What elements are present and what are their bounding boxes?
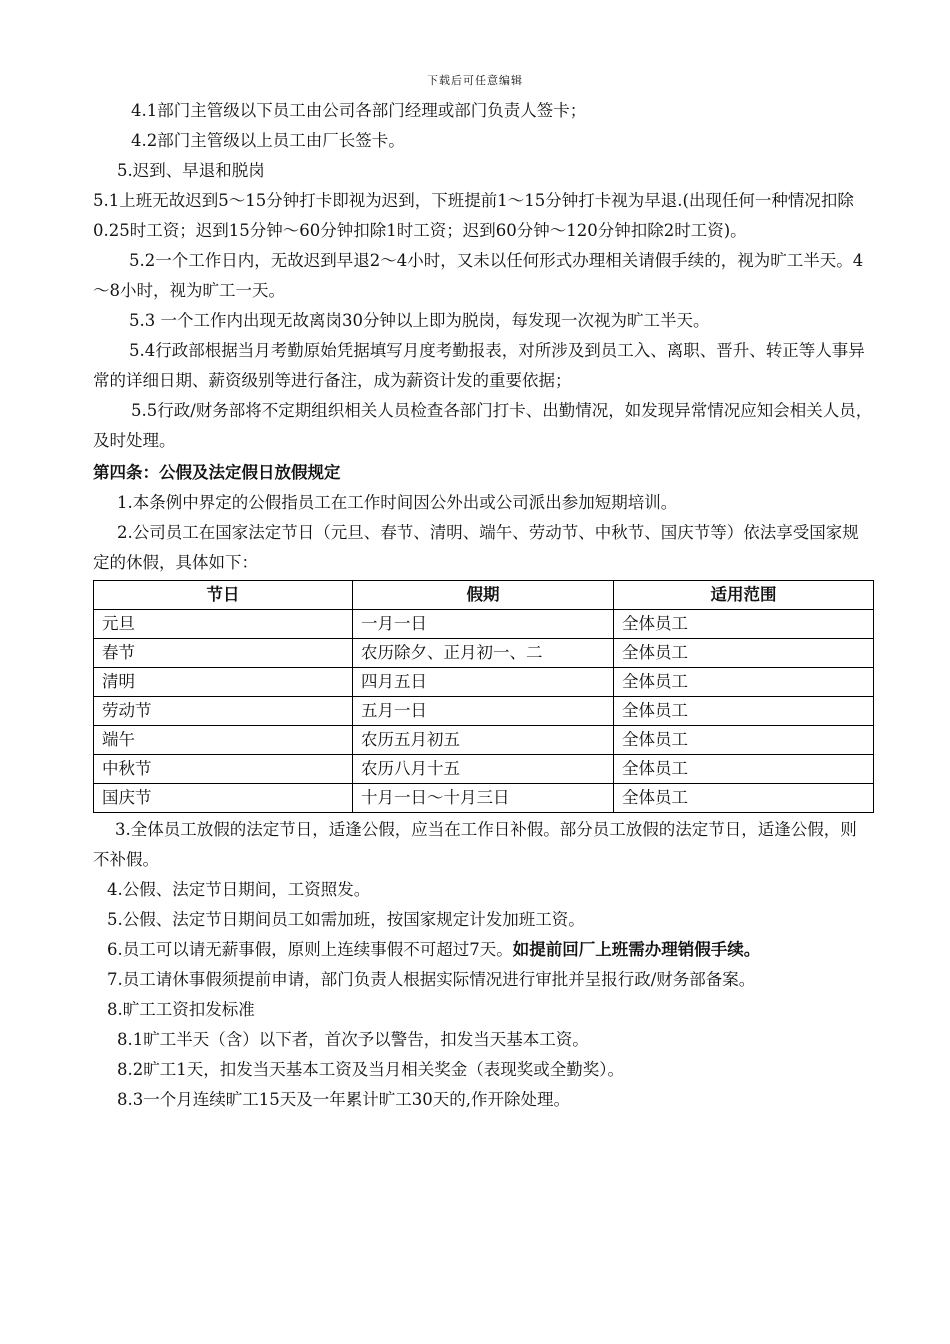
paragraph-6-text: 6.员工可以请无薪事假，原则上连续事假不可超过7天。 — [107, 940, 513, 959]
paragraph-8: 8.旷工工资扣发标准 — [107, 1000, 255, 1019]
table-cell: 全体员工 — [614, 610, 874, 639]
table-cell: 农历除夕、正月初一、二 — [353, 639, 614, 668]
paragraph-5-4: 5.4行政部根据当月考勤原始凭据填写月度考勤报表，对所涉及到员工入、离职、晋升、转正等人事异常的详细日期、薪资级别等进行备注，成为薪资计发的重要依据； — [93, 341, 865, 390]
page-header: 下载后可任意编辑 — [427, 74, 523, 87]
table-cell: 清明 — [94, 668, 353, 697]
table-cell: 四月五日 — [353, 668, 614, 697]
table-row — [94, 610, 874, 639]
column-header-period: 假期 — [353, 581, 614, 610]
table-cell: 国庆节 — [94, 784, 353, 813]
paragraph-8-3: 8.3一个月连续旷工15天及一年累计旷工30天的,作开除处理。 — [117, 1090, 570, 1109]
table-cell: 一月一日 — [353, 610, 614, 639]
document-body — [93, 96, 873, 1115]
table-row — [94, 784, 874, 813]
table-cell: 全体员工 — [614, 668, 874, 697]
table-cell: 全体员工 — [614, 784, 874, 813]
table-header-row — [94, 581, 874, 610]
paragraph-1: 1.本条例中界定的公假指员工在工作时间因公外出或公司派出参加短期培训。 — [117, 493, 678, 512]
table-cell: 劳动节 — [94, 697, 353, 726]
paragraph-6 — [93, 935, 873, 965]
paragraph-5-5: 5.5行政/财务部将不定期组织相关人员检查各部门打卡、出勤情况，如发现异常情况应知会相关人员，及时处理。 — [93, 401, 873, 450]
table-cell: 十月一日～十月三日 — [353, 784, 614, 813]
table-cell: 全体员工 — [614, 755, 874, 784]
section-heading: 第四条：公假及法定假日放假规定 — [93, 463, 341, 482]
paragraph-8-1: 8.1旷工半天（含）以下者，首次予以警告，扣发当天基本工资。 — [117, 1030, 589, 1049]
table-cell: 全体员工 — [614, 697, 874, 726]
table-cell: 端午 — [94, 726, 353, 755]
holiday-table — [93, 580, 874, 813]
table-row — [94, 639, 874, 668]
paragraph-5-2: 5.2一个工作日内，无故迟到早退2～4小时，又未以任何形式办理相关请假手续的，视为旷工半天。4～8小时，视为旷工一天。 — [93, 251, 864, 300]
paragraph-4-2: 4.2部门主管级以上员工由厂长签卡。 — [131, 131, 405, 150]
paragraph-5-pay: 5.公假、法定节日期间员工如需加班，按国家规定计发加班工资。 — [107, 910, 585, 929]
paragraph-6-bold-text: 如提前回厂上班需办理销假手续。 — [512, 940, 761, 959]
paragraph-5-3: 5.3 一个工作内出现无故离岗30分钟以上即为脱岗，每发现一次视为旷工半天。 — [129, 311, 710, 330]
table-cell: 五月一日 — [353, 697, 614, 726]
table-cell: 中秋节 — [94, 755, 353, 784]
paragraph-2: 2.公司员工在国家法定节日（元旦、春节、清明、端午、劳动节、中秋节、国庆节等）依法享受国家规定的休假，具体如下： — [93, 523, 859, 572]
table-row — [94, 697, 874, 726]
paragraph-8-2: 8.2旷工1天，扣发当天基本工资及当月相关奖金（表现奖或全勤奖）。 — [117, 1060, 624, 1079]
table-cell: 元旦 — [94, 610, 353, 639]
table-cell: 全体员工 — [614, 726, 874, 755]
paragraph-4-1: 4.1部门主管级以下员工由公司各部门经理或部门负责人签卡； — [131, 101, 587, 120]
table-cell: 全体员工 — [614, 639, 874, 668]
paragraph-5: 5.迟到、早退和脱岗 — [117, 161, 265, 180]
table-cell: 农历五月初五 — [353, 726, 614, 755]
table-cell: 春节 — [94, 639, 353, 668]
paragraph-3: 3.全体员工放假的法定节日，适逢公假，应当在工作日补假。部分员工放假的法定节日，适逢公假，则不补假。 — [93, 820, 857, 869]
table-row — [94, 726, 874, 755]
paragraph-7: 7.员工请休事假须提前申请，部门负责人根据实际情况进行审批并呈报行政/财务部备案。 — [107, 970, 756, 989]
column-header-holiday: 节日 — [94, 581, 353, 610]
table-row — [94, 668, 874, 697]
table-row — [94, 755, 874, 784]
table-cell: 农历八月十五 — [353, 755, 614, 784]
column-header-scope: 适用范围 — [614, 581, 874, 610]
paragraph-5-1: 5.1上班无故迟到5～15分钟打卡即视为迟到，下班提前1～15分钟打卡视为早退.(出现任何一种情况扣除0.25时工资；迟到15分钟～60分钟扣除1时工资；迟到60分钟～120分钟扣除2时工资)。 — [93, 191, 854, 240]
paragraph-4: 4.公假、法定节日期间，工资照发。 — [107, 880, 371, 899]
